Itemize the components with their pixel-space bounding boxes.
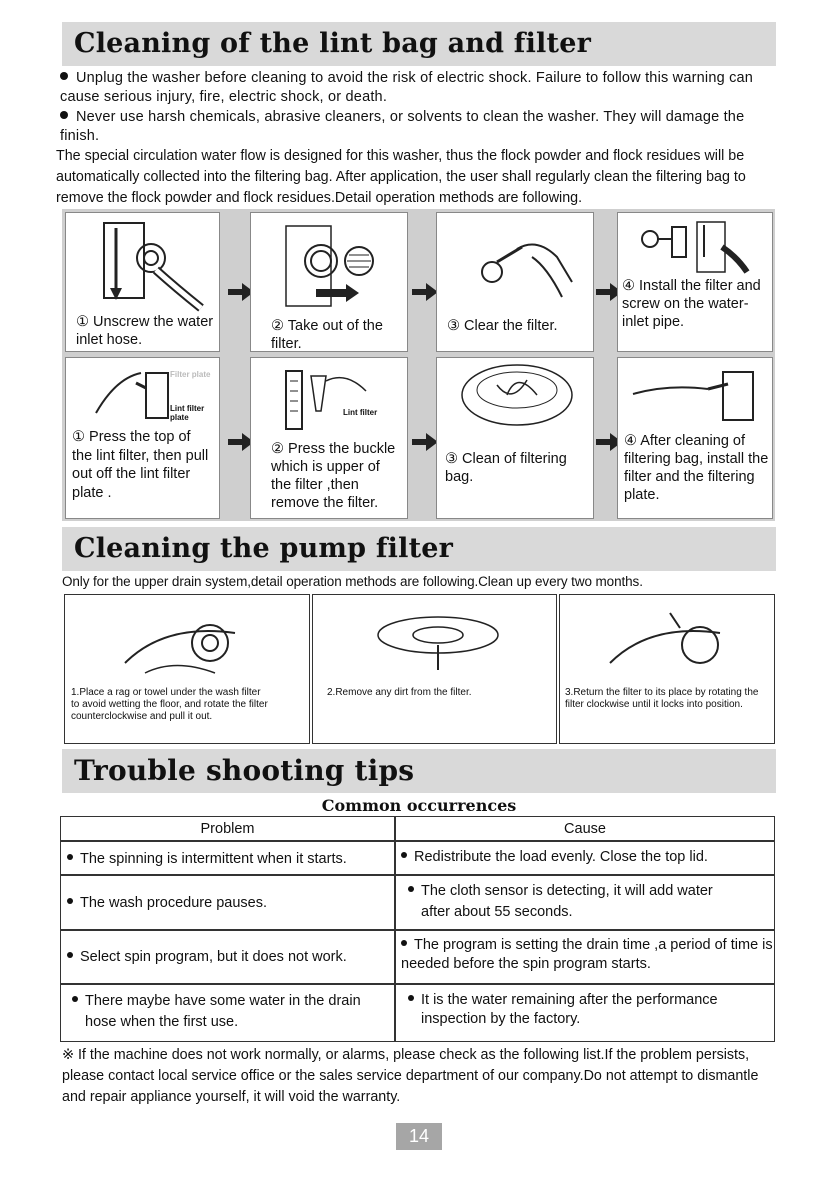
table-row-cause: The program is setting the drain time ,a period of time is needed before the spin program starts. bbox=[401, 937, 773, 972]
table-row-problem: Select spin program, but it does not work. bbox=[67, 947, 391, 968]
filter-buckle-illustration bbox=[281, 366, 371, 436]
step-cell-row2-3: ③ Clean of filtering bag. bbox=[436, 357, 594, 519]
pump-step-3: 3.Return the filter to its place by rotating the filter clockwise until it locks into position. bbox=[559, 594, 775, 744]
pump-step-2: 2.Remove any dirt from the filter. bbox=[312, 594, 557, 744]
filter-clean-hand-illustration bbox=[477, 227, 577, 307]
filter-removal-illustration bbox=[281, 221, 386, 311]
pump-step-1: 1.Place a rag or towel under the wash filter to avoid wetting the floor, and rotate the filter counterclockwise and pull it out. bbox=[64, 594, 310, 744]
table-row-problem: The wash procedure pauses. bbox=[67, 893, 391, 914]
section-title-pump-filter: Cleaning the pump filter bbox=[62, 527, 776, 571]
hose-unscrew-illustration bbox=[96, 218, 206, 313]
table-row-problem: The spinning is intermittent when it starts. bbox=[67, 849, 391, 870]
bullet-icon bbox=[60, 72, 68, 80]
step-cell-row1-1: ① Unscrew the water inlet hose. bbox=[65, 212, 220, 352]
intro-paragraph: The special circulation water flow is designed for this washer, thus the flock powder and flock residues will be automatically collected into the filtering bag. After application, the user shall regularly clean the filtering bag to remove the flock powder and flock residues.Detail operation methods are following. bbox=[56, 148, 746, 206]
table-row-cause: Redistribute the load evenly. Close the top lid. bbox=[401, 847, 771, 868]
table-row-problem: There maybe have some water in the drain hose when the first use. bbox=[67, 991, 393, 1033]
trouble-table bbox=[60, 816, 775, 1042]
step-cell-row1-3: ③ Clear the filter. bbox=[436, 212, 594, 352]
step-cell-row2-4: ④ After cleaning of filtering bag, install the filter and the filtering plate. bbox=[617, 357, 773, 519]
arrow-right-icon bbox=[412, 432, 438, 452]
header-cause: Cause bbox=[564, 821, 606, 837]
section-title-lint-bag: Cleaning of the lint bag and filter bbox=[62, 22, 776, 66]
warning-unplug: Unplug the washer before cleaning to avoid the risk of electric shock. Failure to follow this warning can cause serious injury, fire, electric shock, or death. bbox=[60, 70, 754, 105]
bullet-icon bbox=[408, 995, 414, 1001]
header-problem: Problem bbox=[200, 821, 255, 837]
step-cell-row2-1: Filter plate Lint filter plate ① Press the top of the lint filter, then pull out off the lint filter plate . bbox=[65, 357, 220, 519]
pump-filter-return-illustration bbox=[600, 603, 750, 683]
table-row-cause: The cloth sensor is detecting, it will add water after about 55 seconds. bbox=[401, 881, 731, 923]
table-row-cause: It is the water remaining after the performance inspection by the factory. bbox=[401, 991, 741, 1029]
warning-chemicals: Never use harsh chemicals, abrasive cleaners, or solvents to clean the washer. They will damage the finish. bbox=[60, 109, 745, 144]
bullet-icon bbox=[67, 854, 73, 860]
page-number: 14 bbox=[396, 1123, 442, 1150]
bullet-icon bbox=[401, 940, 407, 946]
pump-filter-remove-illustration bbox=[115, 603, 265, 683]
basin-wash-illustration bbox=[457, 360, 577, 435]
common-occurrences-heading: Common occurrences bbox=[321, 796, 517, 815]
section-title-trouble-shooting: Trouble shooting tips bbox=[62, 749, 776, 793]
step-cell-row1-4: ④ Install the filter and screw on the water-inlet pipe. bbox=[617, 212, 773, 352]
pump-filter-dirt-illustration bbox=[368, 605, 508, 675]
bullet-icon bbox=[60, 111, 68, 119]
bullet-icon bbox=[72, 996, 78, 1002]
arrow-right-icon bbox=[412, 282, 438, 302]
bullet-icon bbox=[67, 952, 73, 958]
plate-install-illustration bbox=[628, 364, 768, 424]
bullet-icon bbox=[401, 852, 407, 858]
pump-intro: Only for the upper drain system,detail operation methods are following.Clean up every two months. bbox=[62, 574, 643, 589]
filter-install-illustration bbox=[632, 217, 752, 275]
bullet-icon bbox=[67, 898, 73, 904]
step-cell-row1-2: ② Take out of the filter. bbox=[250, 212, 408, 352]
footnote: ※ If the machine does not work normally, or alarms, please check as the following list.If the problem persists, please contact local service office or the sales service department of our company.Do not attempt to dismantle and repair appliance yourself, it will void the warranty. bbox=[62, 1047, 759, 1105]
bullet-icon bbox=[408, 886, 414, 892]
step-cell-row2-2: Lint filter ② Press the buckle which is upper of the filter ,then remove the filter. bbox=[250, 357, 408, 519]
